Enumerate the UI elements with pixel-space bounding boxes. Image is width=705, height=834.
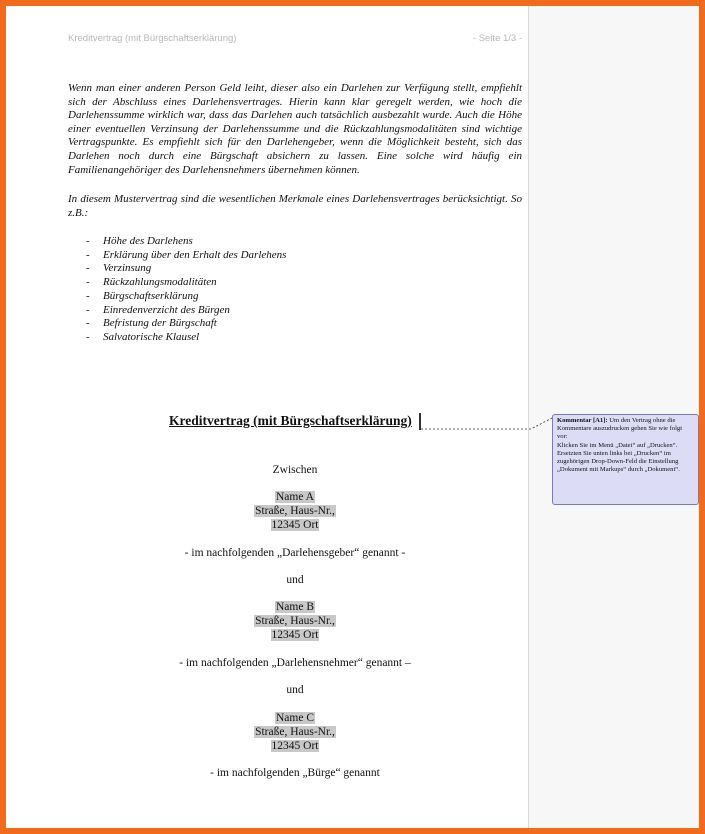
list-item bbox=[86, 304, 486, 318]
list-item-text: Höhe des Darlehens bbox=[103, 235, 193, 247]
document-page bbox=[6, 6, 528, 828]
party-c-street[interactable]: Straße, Haus-Nr., bbox=[255, 726, 335, 738]
party-a-city[interactable]: 12345 Ort bbox=[271, 519, 319, 531]
contract-title[interactable]: Kreditvertrag (mit Bürgschaftserklärung) bbox=[169, 413, 412, 428]
header-title: Kreditvertrag (mit Bürgschaftserklärung) bbox=[68, 33, 237, 44]
party-b-street[interactable]: Straße, Haus-Nr., bbox=[255, 615, 335, 627]
party-c-city[interactable]: 12345 Ort bbox=[271, 740, 319, 752]
intro-paragraph: Wenn man einer anderen Person Geld leiht, dieser also ein Darlehen zur Verfügung stellt, empfiehlt sich der Abschluss eines Darlehensvertrages. Hierin kann klar geregelt werden, wie hoch die Darlehenssumme wirklich war, dass das Darlehen auch tatsächlich ausbezahlt wurde. Auch die Höhe einer eventuellen Verzinsung der Darlehenssumme und die Rückzahlungsmodalitäten sind wichtige Vertragspunkte. Es empfiehlt sich für den Darlehengeber, wenn die Möglichkeit besteht, sich das Darlehen noch durch eine Bürgschaft absichern zu lassen. Eine solche wird häufig ein Familienangehöriger des Darlehensnehmers übernehmen können. bbox=[68, 82, 522, 176]
and-label: und bbox=[286, 574, 304, 586]
page-header bbox=[68, 33, 522, 47]
comment-line-3: Ersetzten Sie unten links bei „Drucken“ im zugehörigen Drop-Down-Feld die Einstellung „Dokument mit Markups“ durch „Dokument“. bbox=[557, 449, 680, 474]
party-b-name[interactable]: Name B bbox=[275, 601, 314, 613]
list-item bbox=[86, 249, 486, 263]
list-dash: - bbox=[86, 262, 90, 275]
list-item-text: Einredenverzicht des Bürgen bbox=[103, 303, 230, 316]
list-item bbox=[86, 290, 486, 304]
feature-list bbox=[86, 235, 486, 345]
party-b-block bbox=[68, 600, 522, 642]
comment-label: Kommentar [A1]: bbox=[557, 417, 608, 424]
and-label-2: und bbox=[286, 684, 304, 696]
and-label-block-2 bbox=[68, 683, 522, 697]
list-item bbox=[86, 317, 486, 331]
list-item-text: Rückzahlungsmodalitäten bbox=[103, 276, 217, 289]
and-label-block bbox=[68, 573, 522, 587]
party-b-role-block bbox=[68, 656, 522, 670]
list-dash: - bbox=[86, 303, 90, 316]
comment-line-1: Um den Vertrag ohne die Kommentare auszudrucken gehen Sie wie folgt vor: bbox=[557, 417, 683, 441]
text-cursor bbox=[419, 413, 421, 430]
party-c-name[interactable]: Name C bbox=[275, 712, 314, 724]
list-item-text: Befristung der Bürgschaft bbox=[103, 317, 217, 330]
list-item-text: Verzinsung bbox=[103, 262, 152, 275]
party-a-street[interactable]: Straße, Haus-Nr., bbox=[255, 505, 335, 517]
party-a-name[interactable]: Name A bbox=[275, 491, 314, 503]
list-dash: - bbox=[86, 248, 90, 261]
list-item bbox=[86, 235, 486, 249]
party-b-city[interactable]: 12345 Ort bbox=[271, 629, 319, 641]
between-label-block bbox=[68, 463, 522, 477]
list-item bbox=[86, 262, 486, 276]
party-a-role: - im nachfolgenden „Darlehensgeber“ genannt - bbox=[184, 547, 406, 559]
list-item-text: Bürgschaftserklärung bbox=[103, 289, 199, 302]
list-dash: - bbox=[86, 276, 90, 289]
list-item bbox=[86, 331, 486, 345]
header-page-number: - Seite 1/3 - bbox=[472, 33, 522, 44]
comment-line-2: Klicken Sie im Menü „Datei“ auf „Drucken“. bbox=[557, 441, 678, 449]
list-dash: - bbox=[86, 330, 90, 343]
list-dash: - bbox=[86, 317, 90, 330]
party-a-role-block bbox=[68, 546, 522, 560]
list-item-text: Salvatorische Klausel bbox=[103, 330, 200, 343]
between-label: Zwischen bbox=[272, 464, 318, 476]
intro-paragraph-2: In diesem Mustervertrag sind die wesentlichen Merkmale eines Darlehensvertrages berücksichtigt. So z.B.: bbox=[68, 193, 522, 219]
list-item bbox=[86, 276, 486, 290]
comment-balloon[interactable] bbox=[552, 414, 699, 505]
party-b-role: - im nachfolgenden „Darlehensnehmer“ genannt – bbox=[179, 657, 411, 669]
list-item-text: Erklärung über den Erhalt des Darlehens bbox=[103, 248, 287, 261]
party-c-block bbox=[68, 711, 522, 753]
list-dash: - bbox=[86, 235, 90, 247]
party-a-block bbox=[68, 490, 522, 532]
party-c-role: - im nachfolgenden „Bürge“ genannt bbox=[210, 767, 380, 779]
list-dash: - bbox=[86, 289, 90, 302]
party-c-role-block bbox=[68, 766, 522, 780]
